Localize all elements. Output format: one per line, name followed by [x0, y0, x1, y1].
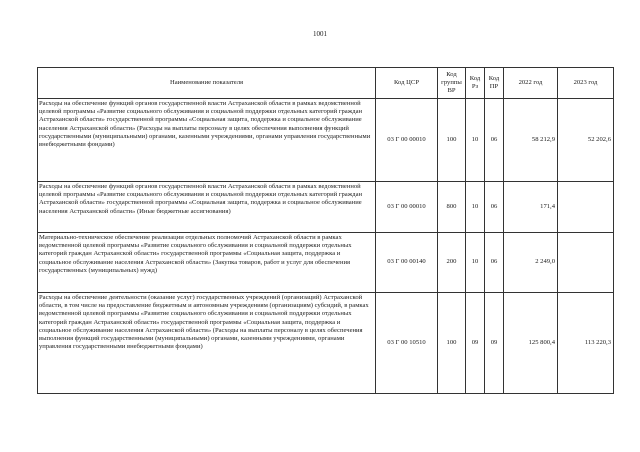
- table-row: [38, 233, 614, 293]
- row-amount-2023: [558, 233, 614, 293]
- row-pr-code: 06: [485, 99, 504, 182]
- row-description: Расходы на обеспечение функций органов государственной власти Астраханской области в рамках ведомственной целевой программы «Развитие социального обслуживания и социальной поддержки отдельных категорий граждан Астраханской области» государственной программы «Социальная защита, поддержка и социальное обслуживание населения Астраханской области» (Иные бюджетные ассигнования): [38, 182, 376, 233]
- row-vr-code: 800: [438, 182, 466, 233]
- header-indicator-name: Наименование показателя: [38, 68, 376, 99]
- row-amount-2022: 2 249,0: [504, 233, 558, 293]
- row-rz-code: 10: [466, 182, 485, 233]
- header-pr-code: Код ПР: [485, 68, 504, 99]
- table-header-row: [38, 68, 614, 99]
- budget-table-wrapper: [37, 67, 614, 394]
- header-csr-code: Код ЦСР: [376, 68, 438, 99]
- budget-table: [37, 67, 614, 394]
- page-number: 1001: [313, 30, 327, 38]
- row-pr-code: 06: [485, 182, 504, 233]
- row-csr-code: 03 Г 00 00140: [376, 233, 438, 293]
- header-vr-code: Код группы ВР: [438, 68, 466, 99]
- row-vr-code: 100: [438, 99, 466, 182]
- row-amount-2022: 171,4: [504, 182, 558, 233]
- header-year-2022: 2022 год: [504, 68, 558, 99]
- row-rz-code: 10: [466, 233, 485, 293]
- row-description: Материально-техническое обеспечение реализации отдельных полномочий Астраханской области в рамках ведомственной целевой программы «Развитие социального обслуживания и социальной поддержки отдельных категорий граждан Астраханской области» государственной программы «Социальная защита, поддержка и социальное обслуживание населения Астраханской области» (Закупка товаров, работ и услуг для обеспечения государственных (муниципальных) нужд): [38, 233, 376, 293]
- table-row: [38, 99, 614, 182]
- row-amount-2023: [558, 182, 614, 233]
- header-year-2023: 2023 год: [558, 68, 614, 99]
- row-rz-code: 10: [466, 99, 485, 182]
- row-description: Расходы на обеспечение деятельности (оказание услуг) государственных учреждений (организаций) Астраханской области, в том числе на предоставление бюджетным и автономным учреждениям (организациям) субсидий, в рамках ведомственной целевой программы «Развитие социального обслуживания и социальной поддержки отдельных категорий граждан Астраханской области» государственной программы «Социальная защита, поддержка и социальное обслуживание населения Астраханской области» (Расходы на выплаты персоналу в целях обеспечения выполнения функций государственными (муниципальными) органами, казенными учреждениями, органами управления государственными внебюджетными фондами): [38, 293, 376, 394]
- row-amount-2023: 52 202,6: [558, 99, 614, 182]
- header-rz-code: Код Рз: [466, 68, 485, 99]
- row-description: Расходы на обеспечение функций органов государственной власти Астраханской области в рамках ведомственной целевой программы «Развитие социального обслуживания и социальной поддержки отдельных категорий граждан Астраханской области» государственной программы «Социальная защита, поддержка и социальное обслуживание населения Астраханской области» (Расходы на выплаты персоналу в целях обеспечения выполнения функций государственными (муниципальными) органами, казенными учреждениями, органами управления государственными внебюджетными фондами): [38, 99, 376, 182]
- table-row: [38, 182, 614, 233]
- row-csr-code: 03 Г 00 10510: [376, 293, 438, 394]
- row-vr-code: 100: [438, 293, 466, 394]
- row-pr-code: 06: [485, 233, 504, 293]
- table-row: [38, 293, 614, 394]
- row-amount-2022: 58 212,9: [504, 99, 558, 182]
- row-vr-code: 200: [438, 233, 466, 293]
- row-amount-2023: 113 220,3: [558, 293, 614, 394]
- row-pr-code: 09: [485, 293, 504, 394]
- row-rz-code: 09: [466, 293, 485, 394]
- row-amount-2022: 125 800,4: [504, 293, 558, 394]
- row-csr-code: 03 Г 00 00010: [376, 182, 438, 233]
- row-csr-code: 03 Г 00 00010: [376, 99, 438, 182]
